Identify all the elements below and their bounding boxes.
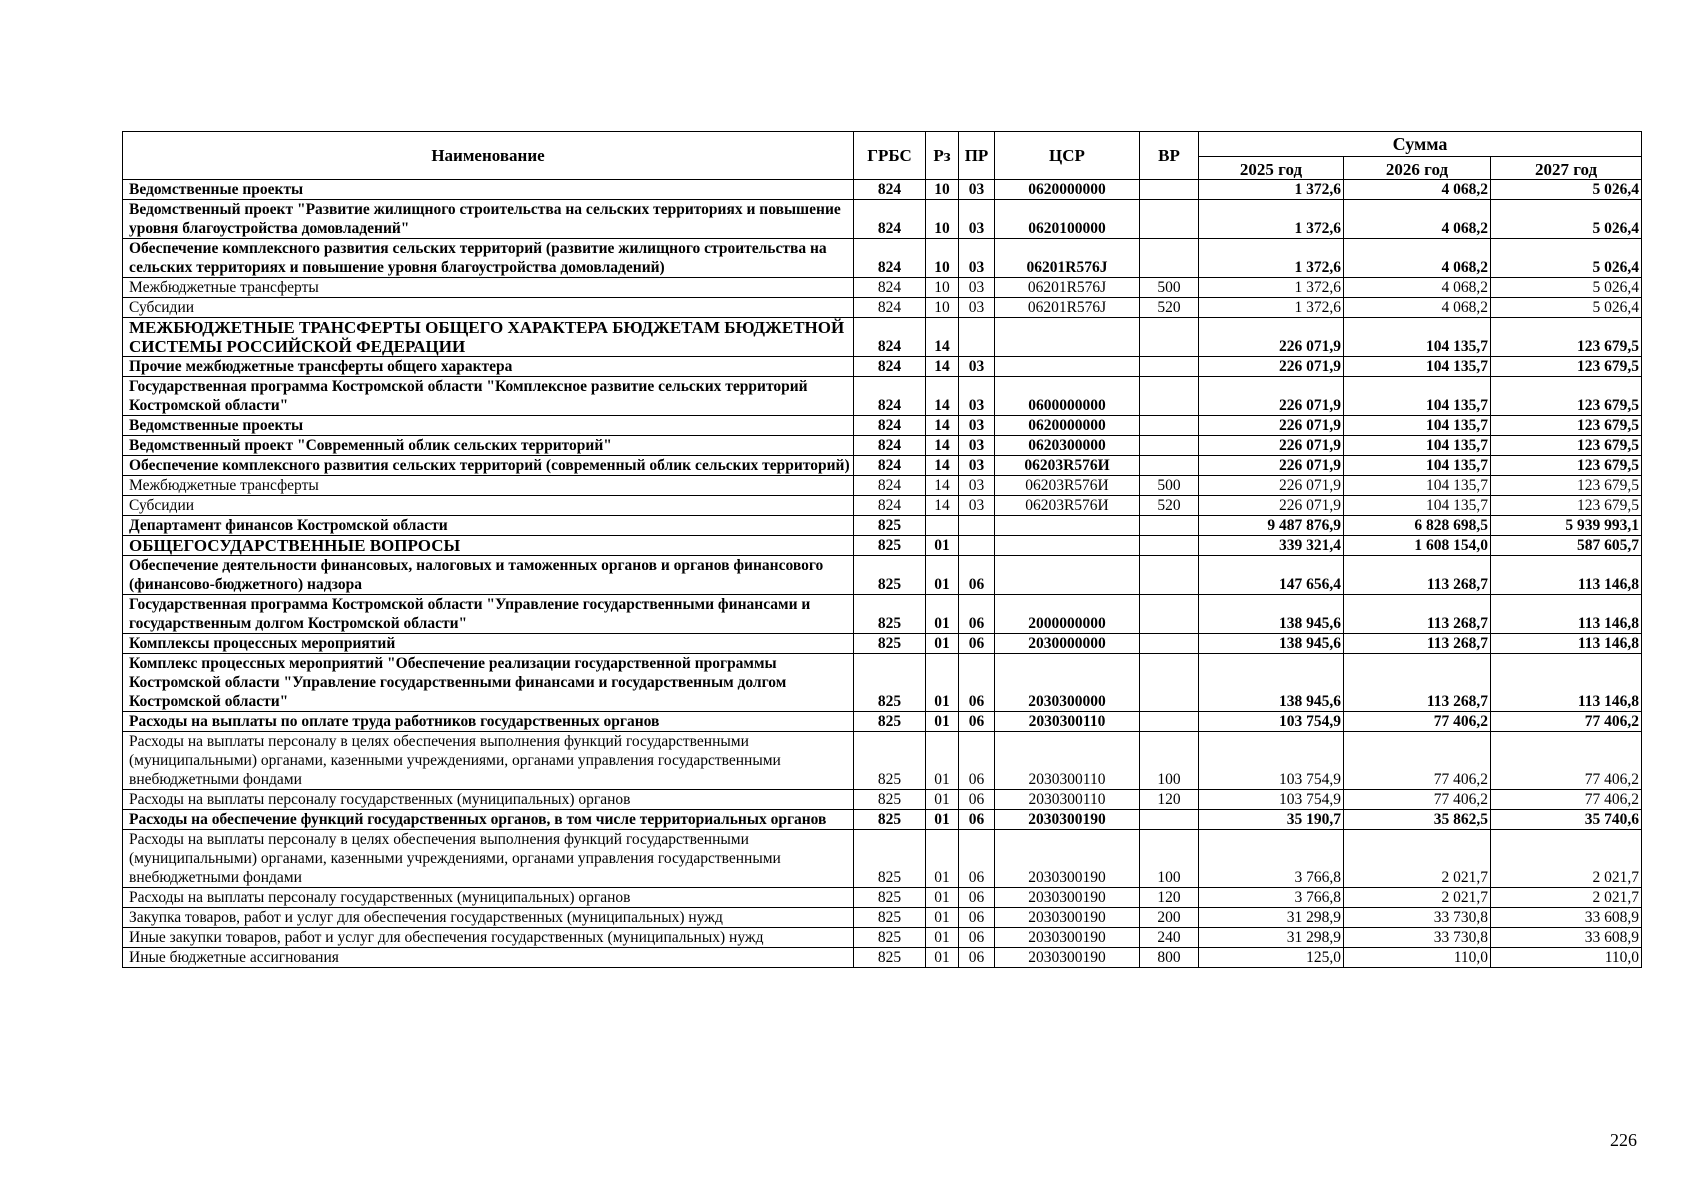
cell-name: Иные бюджетные ассигнования <box>123 948 854 968</box>
table-row <box>123 654 1642 712</box>
table-body <box>123 180 1642 968</box>
cell-2026: 104 135,7 <box>1344 377 1491 416</box>
cell-2026: 104 135,7 <box>1344 357 1491 377</box>
cell-2026: 113 268,7 <box>1344 556 1491 595</box>
cell-rz: 01 <box>926 948 959 968</box>
cell-pr: 03 <box>959 357 995 377</box>
table-row <box>123 278 1642 298</box>
cell-rz: 10 <box>926 200 959 239</box>
cell-name: Обеспечение комплексного развития сельских территорий (развитие жилищного строительства на сельских территориях и повышение уровня благоустройства домовладений) <box>123 239 854 278</box>
table-row <box>123 239 1642 278</box>
header-vr: ВР <box>1140 132 1199 180</box>
cell-2025: 226 071,9 <box>1199 416 1344 436</box>
cell-2026: 4 068,2 <box>1344 239 1491 278</box>
cell-vr: 500 <box>1140 476 1199 496</box>
cell-csr: 06203R576И <box>995 476 1140 496</box>
cell-vr <box>1140 357 1199 377</box>
cell-csr: 0620000000 <box>995 416 1140 436</box>
cell-rz: 10 <box>926 278 959 298</box>
header-year-2027: 2027 год <box>1491 157 1642 180</box>
cell-pr: 06 <box>959 948 995 968</box>
cell-2027: 2 021,7 <box>1491 830 1642 888</box>
cell-csr: 06201R576J <box>995 298 1140 318</box>
cell-csr: 06201R576J <box>995 239 1140 278</box>
cell-2027: 123 679,5 <box>1491 496 1642 516</box>
cell-csr: 0620100000 <box>995 200 1140 239</box>
cell-name: Обеспечение деятельности финансовых, налоговых и таможенных органов и органов финансового (финансово-бюджетного) надзора <box>123 556 854 595</box>
cell-vr: 100 <box>1140 732 1199 790</box>
cell-rz <box>926 516 959 536</box>
cell-pr: 03 <box>959 278 995 298</box>
cell-grbs: 824 <box>854 416 926 436</box>
table-row <box>123 928 1642 948</box>
cell-pr: 03 <box>959 298 995 318</box>
cell-2025: 35 190,7 <box>1199 810 1344 830</box>
cell-name: Комплекс процессных мероприятий "Обеспечение реализации государственной программы Костромской области "Управление государственными финансами и государственным долгом Костромской области" <box>123 654 854 712</box>
cell-rz: 01 <box>926 634 959 654</box>
cell-name: Государственная программа Костромской области "Управление государственными финансами и государственным долгом Костромской области" <box>123 595 854 634</box>
cell-grbs: 825 <box>854 654 926 712</box>
cell-rz: 10 <box>926 180 959 200</box>
cell-name: Прочие межбюджетные трансферты общего характера <box>123 357 854 377</box>
cell-csr: 0600000000 <box>995 377 1140 416</box>
cell-2027: 123 679,5 <box>1491 377 1642 416</box>
cell-pr: 03 <box>959 180 995 200</box>
cell-2027: 5 026,4 <box>1491 200 1642 239</box>
cell-name: Межбюджетные трансферты <box>123 476 854 496</box>
cell-2026: 4 068,2 <box>1344 200 1491 239</box>
cell-rz: 10 <box>926 239 959 278</box>
cell-csr: 2030300190 <box>995 948 1140 968</box>
cell-vr <box>1140 436 1199 456</box>
cell-vr: 500 <box>1140 278 1199 298</box>
cell-csr: 2030300190 <box>995 908 1140 928</box>
cell-name: Расходы на выплаты персоналу государственных (муниципальных) органов <box>123 888 854 908</box>
cell-2027: 77 406,2 <box>1491 790 1642 810</box>
cell-2025: 1 372,6 <box>1199 239 1344 278</box>
header-year-2025: 2025 год <box>1199 157 1344 180</box>
cell-vr <box>1140 556 1199 595</box>
cell-2027: 113 146,8 <box>1491 654 1642 712</box>
cell-2027: 587 605,7 <box>1491 536 1642 556</box>
cell-2026: 4 068,2 <box>1344 278 1491 298</box>
cell-pr: 03 <box>959 496 995 516</box>
cell-2027: 2 021,7 <box>1491 888 1642 908</box>
cell-pr <box>959 318 995 357</box>
cell-vr <box>1140 180 1199 200</box>
cell-grbs: 824 <box>854 496 926 516</box>
cell-2025: 138 945,6 <box>1199 654 1344 712</box>
cell-vr <box>1140 595 1199 634</box>
cell-name: Субсидии <box>123 496 854 516</box>
table-row <box>123 516 1642 536</box>
cell-pr: 03 <box>959 239 995 278</box>
cell-2026: 77 406,2 <box>1344 712 1491 732</box>
cell-vr <box>1140 318 1199 357</box>
cell-grbs: 824 <box>854 456 926 476</box>
cell-vr: 120 <box>1140 790 1199 810</box>
cell-2025: 226 071,9 <box>1199 318 1344 357</box>
cell-2026: 35 862,5 <box>1344 810 1491 830</box>
table-row <box>123 318 1642 357</box>
table-row <box>123 476 1642 496</box>
cell-2025: 103 754,9 <box>1199 790 1344 810</box>
cell-2026: 4 068,2 <box>1344 298 1491 318</box>
header-name: Наименование <box>123 132 854 180</box>
cell-name: Расходы на выплаты персоналу государственных (муниципальных) органов <box>123 790 854 810</box>
cell-grbs: 824 <box>854 239 926 278</box>
budget-table <box>122 131 1642 968</box>
cell-2025: 226 071,9 <box>1199 436 1344 456</box>
cell-vr: 520 <box>1140 496 1199 516</box>
cell-2025: 3 766,8 <box>1199 888 1344 908</box>
cell-rz: 14 <box>926 416 959 436</box>
header-pr: ПР <box>959 132 995 180</box>
cell-name: Межбюджетные трансферты <box>123 278 854 298</box>
cell-grbs: 824 <box>854 436 926 456</box>
table-row <box>123 948 1642 968</box>
header-year-2026: 2026 год <box>1344 157 1491 180</box>
cell-2027: 123 679,5 <box>1491 357 1642 377</box>
cell-vr: 200 <box>1140 908 1199 928</box>
cell-2025: 103 754,9 <box>1199 712 1344 732</box>
cell-vr: 800 <box>1140 948 1199 968</box>
cell-name: ОБЩЕГОСУДАРСТВЕННЫЕ ВОПРОСЫ <box>123 536 854 556</box>
cell-name: Государственная программа Костромской области "Комплексное развитие сельских территорий Костромской области" <box>123 377 854 416</box>
cell-csr: 2030300000 <box>995 654 1140 712</box>
cell-2026: 104 135,7 <box>1344 436 1491 456</box>
cell-2025: 138 945,6 <box>1199 595 1344 634</box>
cell-rz: 14 <box>926 476 959 496</box>
cell-grbs: 825 <box>854 634 926 654</box>
cell-name: Ведомственные проекты <box>123 180 854 200</box>
page-number: 226 <box>1610 1130 1637 1150</box>
cell-csr: 0620300000 <box>995 436 1140 456</box>
cell-2027: 123 679,5 <box>1491 318 1642 357</box>
cell-grbs: 825 <box>854 595 926 634</box>
cell-2027: 113 146,8 <box>1491 634 1642 654</box>
cell-grbs: 824 <box>854 278 926 298</box>
cell-name: Ведомственный проект "Современный облик сельских территорий" <box>123 436 854 456</box>
cell-name: Субсидии <box>123 298 854 318</box>
cell-rz: 01 <box>926 595 959 634</box>
cell-csr <box>995 556 1140 595</box>
cell-csr: 2030300110 <box>995 790 1140 810</box>
cell-rz: 01 <box>926 830 959 888</box>
table-row <box>123 732 1642 790</box>
cell-vr: 120 <box>1140 888 1199 908</box>
cell-2025: 103 754,9 <box>1199 732 1344 790</box>
cell-csr: 06203R576И <box>995 456 1140 476</box>
cell-2027: 110,0 <box>1491 948 1642 968</box>
table-row <box>123 298 1642 318</box>
cell-rz: 01 <box>926 536 959 556</box>
cell-pr: 06 <box>959 654 995 712</box>
cell-csr: 2030300190 <box>995 888 1140 908</box>
cell-grbs: 825 <box>854 516 926 536</box>
cell-name: Иные закупки товаров, работ и услуг для обеспечения государственных (муниципальных) нужд <box>123 928 854 948</box>
cell-2025: 31 298,9 <box>1199 908 1344 928</box>
cell-pr: 03 <box>959 377 995 416</box>
cell-rz: 14 <box>926 357 959 377</box>
cell-grbs: 825 <box>854 536 926 556</box>
cell-grbs: 824 <box>854 180 926 200</box>
cell-csr: 2030300110 <box>995 712 1140 732</box>
cell-grbs: 825 <box>854 830 926 888</box>
cell-2025: 9 487 876,9 <box>1199 516 1344 536</box>
cell-name: Расходы на выплаты по оплате труда работников государственных органов <box>123 712 854 732</box>
cell-vr <box>1140 654 1199 712</box>
cell-2027: 113 146,8 <box>1491 556 1642 595</box>
cell-grbs: 825 <box>854 810 926 830</box>
cell-2025: 226 071,9 <box>1199 377 1344 416</box>
cell-vr <box>1140 239 1199 278</box>
cell-grbs: 825 <box>854 712 926 732</box>
cell-2025: 226 071,9 <box>1199 456 1344 476</box>
cell-csr: 0620000000 <box>995 180 1140 200</box>
cell-csr: 2030300190 <box>995 810 1140 830</box>
cell-2027: 35 740,6 <box>1491 810 1642 830</box>
cell-name: МЕЖБЮДЖЕТНЫЕ ТРАНСФЕРТЫ ОБЩЕГО ХАРАКТЕРА БЮДЖЕТАМ БЮДЖЕТНОЙ СИСТЕМЫ РОССИЙСКОЙ ФЕДЕРАЦИИ <box>123 318 854 357</box>
cell-2027: 113 146,8 <box>1491 595 1642 634</box>
cell-csr: 2030300110 <box>995 732 1140 790</box>
cell-2025: 1 372,6 <box>1199 180 1344 200</box>
cell-2025: 147 656,4 <box>1199 556 1344 595</box>
cell-2026: 77 406,2 <box>1344 732 1491 790</box>
cell-2027: 33 608,9 <box>1491 908 1642 928</box>
cell-pr <box>959 536 995 556</box>
table-row <box>123 436 1642 456</box>
cell-grbs: 825 <box>854 948 926 968</box>
table-row <box>123 200 1642 239</box>
cell-2025: 226 071,9 <box>1199 357 1344 377</box>
cell-pr: 06 <box>959 830 995 888</box>
cell-2027: 77 406,2 <box>1491 732 1642 790</box>
cell-2027: 5 026,4 <box>1491 298 1642 318</box>
table-row <box>123 888 1642 908</box>
cell-rz: 01 <box>926 556 959 595</box>
cell-grbs: 825 <box>854 928 926 948</box>
cell-csr <box>995 536 1140 556</box>
cell-pr: 03 <box>959 200 995 239</box>
cell-rz: 14 <box>926 318 959 357</box>
cell-rz: 01 <box>926 810 959 830</box>
cell-vr: 520 <box>1140 298 1199 318</box>
cell-2026: 104 135,7 <box>1344 496 1491 516</box>
cell-pr: 06 <box>959 908 995 928</box>
cell-2026: 104 135,7 <box>1344 416 1491 436</box>
cell-2025: 31 298,9 <box>1199 928 1344 948</box>
cell-grbs: 825 <box>854 556 926 595</box>
cell-name: Ведомственные проекты <box>123 416 854 436</box>
table-row <box>123 634 1642 654</box>
cell-vr <box>1140 416 1199 436</box>
cell-2026: 2 021,7 <box>1344 830 1491 888</box>
cell-2027: 123 679,5 <box>1491 436 1642 456</box>
cell-2025: 226 071,9 <box>1199 476 1344 496</box>
cell-2027: 123 679,5 <box>1491 476 1642 496</box>
cell-2026: 113 268,7 <box>1344 634 1491 654</box>
cell-pr <box>959 516 995 536</box>
table-row <box>123 357 1642 377</box>
cell-pr: 06 <box>959 732 995 790</box>
cell-2027: 123 679,5 <box>1491 456 1642 476</box>
table-row <box>123 536 1642 556</box>
cell-vr <box>1140 200 1199 239</box>
cell-2026: 104 135,7 <box>1344 456 1491 476</box>
cell-vr <box>1140 456 1199 476</box>
table-row <box>123 790 1642 810</box>
table-row <box>123 810 1642 830</box>
cell-grbs: 825 <box>854 732 926 790</box>
cell-pr: 06 <box>959 810 995 830</box>
cell-rz: 01 <box>926 908 959 928</box>
cell-2025: 1 372,6 <box>1199 200 1344 239</box>
table-row <box>123 595 1642 634</box>
cell-grbs: 824 <box>854 298 926 318</box>
cell-rz: 14 <box>926 436 959 456</box>
cell-name: Департамент финансов Костромской области <box>123 516 854 536</box>
cell-2026: 113 268,7 <box>1344 595 1491 634</box>
cell-2027: 33 608,9 <box>1491 928 1642 948</box>
table-row <box>123 377 1642 416</box>
cell-pr: 06 <box>959 790 995 810</box>
cell-name: Закупка товаров, работ и услуг для обеспечения государственных (муниципальных) нужд <box>123 908 854 928</box>
cell-name: Обеспечение комплексного развития сельских территорий (современный облик сельских территорий) <box>123 456 854 476</box>
header-csr: ЦСР <box>995 132 1140 180</box>
table-row <box>123 712 1642 732</box>
cell-grbs: 824 <box>854 377 926 416</box>
cell-rz: 01 <box>926 888 959 908</box>
cell-2025: 138 945,6 <box>1199 634 1344 654</box>
cell-2025: 3 766,8 <box>1199 830 1344 888</box>
cell-2027: 5 026,4 <box>1491 180 1642 200</box>
cell-grbs: 825 <box>854 908 926 928</box>
cell-2027: 5 026,4 <box>1491 278 1642 298</box>
cell-2025: 226 071,9 <box>1199 496 1344 516</box>
cell-csr: 2030300190 <box>995 830 1140 888</box>
cell-csr: 2030300190 <box>995 928 1140 948</box>
table-row <box>123 180 1642 200</box>
cell-2027: 123 679,5 <box>1491 416 1642 436</box>
cell-vr: 100 <box>1140 830 1199 888</box>
header-grbs: ГРБС <box>854 132 926 180</box>
cell-rz: 14 <box>926 456 959 476</box>
cell-2026: 104 135,7 <box>1344 318 1491 357</box>
table-header <box>123 132 1642 180</box>
cell-rz: 01 <box>926 712 959 732</box>
cell-csr <box>995 318 1140 357</box>
table-row <box>123 496 1642 516</box>
cell-2027: 77 406,2 <box>1491 712 1642 732</box>
cell-grbs: 824 <box>854 476 926 496</box>
cell-2027: 5 026,4 <box>1491 239 1642 278</box>
cell-csr <box>995 516 1140 536</box>
cell-grbs: 825 <box>854 888 926 908</box>
cell-2026: 33 730,8 <box>1344 928 1491 948</box>
cell-name: Расходы на обеспечение функций государственных органов, в том числе территориальных органов <box>123 810 854 830</box>
cell-vr <box>1140 536 1199 556</box>
cell-rz: 14 <box>926 496 959 516</box>
cell-csr <box>995 357 1140 377</box>
cell-name: Расходы на выплаты персоналу в целях обеспечения выполнения функций государственными (муниципальными) органами, казенными учреждениями, органами управления государственными внебюджетными фондами <box>123 732 854 790</box>
cell-rz: 14 <box>926 377 959 416</box>
cell-vr <box>1140 810 1199 830</box>
cell-rz: 01 <box>926 654 959 712</box>
cell-2026: 4 068,2 <box>1344 180 1491 200</box>
cell-2026: 6 828 698,5 <box>1344 516 1491 536</box>
cell-rz: 01 <box>926 928 959 948</box>
cell-rz: 10 <box>926 298 959 318</box>
table-row <box>123 456 1642 476</box>
table-row <box>123 556 1642 595</box>
cell-vr: 240 <box>1140 928 1199 948</box>
cell-2025: 1 372,6 <box>1199 278 1344 298</box>
cell-2027: 5 939 993,1 <box>1491 516 1642 536</box>
cell-pr: 03 <box>959 456 995 476</box>
cell-pr: 03 <box>959 416 995 436</box>
table-row <box>123 416 1642 436</box>
cell-pr: 06 <box>959 888 995 908</box>
cell-pr: 06 <box>959 634 995 654</box>
cell-vr <box>1140 377 1199 416</box>
header-sum: Сумма <box>1199 132 1642 157</box>
cell-rz: 01 <box>926 732 959 790</box>
cell-pr: 06 <box>959 928 995 948</box>
table-row <box>123 908 1642 928</box>
cell-csr: 2000000000 <box>995 595 1140 634</box>
cell-name: Ведомственный проект "Развитие жилищного строительства на сельских территориях и повышение уровня благоустройства домовладений" <box>123 200 854 239</box>
cell-pr: 06 <box>959 712 995 732</box>
table-row <box>123 830 1642 888</box>
cell-grbs: 824 <box>854 200 926 239</box>
cell-vr <box>1140 712 1199 732</box>
cell-grbs: 824 <box>854 357 926 377</box>
cell-grbs: 824 <box>854 318 926 357</box>
cell-vr <box>1140 516 1199 536</box>
cell-pr: 06 <box>959 556 995 595</box>
cell-2026: 77 406,2 <box>1344 790 1491 810</box>
cell-2026: 1 608 154,0 <box>1344 536 1491 556</box>
cell-grbs: 825 <box>854 790 926 810</box>
cell-pr: 06 <box>959 595 995 634</box>
cell-2026: 104 135,7 <box>1344 476 1491 496</box>
cell-2025: 125,0 <box>1199 948 1344 968</box>
cell-pr: 03 <box>959 476 995 496</box>
cell-2025: 1 372,6 <box>1199 298 1344 318</box>
cell-rz: 01 <box>926 790 959 810</box>
cell-name: Расходы на выплаты персоналу в целях обеспечения выполнения функций государственными (муниципальными) органами, казенными учреждениями, органами управления государственными внебюджетными фондами <box>123 830 854 888</box>
cell-2025: 339 321,4 <box>1199 536 1344 556</box>
cell-2026: 2 021,7 <box>1344 888 1491 908</box>
header-rz: Рз <box>926 132 959 180</box>
cell-pr: 03 <box>959 436 995 456</box>
cell-vr <box>1140 634 1199 654</box>
cell-csr: 06201R576J <box>995 278 1140 298</box>
cell-csr: 2030000000 <box>995 634 1140 654</box>
cell-2026: 113 268,7 <box>1344 654 1491 712</box>
cell-2026: 110,0 <box>1344 948 1491 968</box>
cell-name: Комплексы процессных мероприятий <box>123 634 854 654</box>
cell-2026: 33 730,8 <box>1344 908 1491 928</box>
cell-csr: 06203R576И <box>995 496 1140 516</box>
